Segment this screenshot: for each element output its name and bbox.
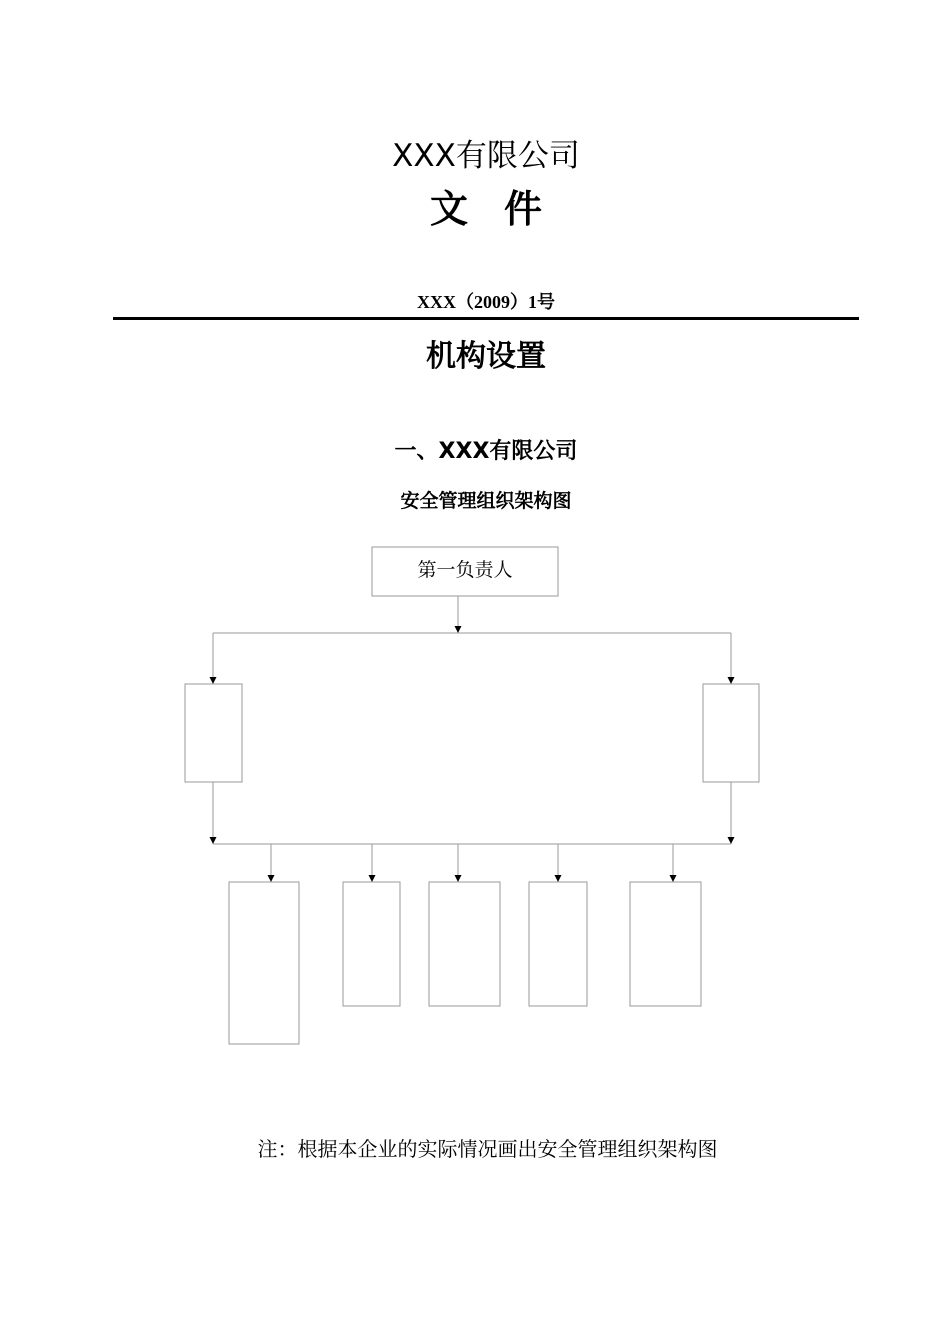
- org-box-level3: [630, 882, 701, 1006]
- org-box-level3: [529, 882, 587, 1006]
- section-title: 机构设置: [426, 339, 546, 374]
- org-box-top-label: 第一负责人: [417, 559, 513, 581]
- org-box-level2: [185, 684, 242, 782]
- document-number: XXX（2009）1号: [417, 292, 555, 312]
- company-name: XXX有限公司: [392, 138, 580, 174]
- org-chart-title: 安全管理组织架构图: [400, 490, 572, 512]
- org-box-level3: [429, 882, 500, 1006]
- org-box-level3: [229, 882, 299, 1044]
- document-type: 文件: [429, 187, 578, 231]
- org-box-level3: [343, 882, 400, 1006]
- footnote: 注：根据本企业的实际情况画出安全管理组织架构图: [257, 1137, 718, 1161]
- subsection-title: 一、XXX有限公司: [394, 439, 578, 464]
- org-box-level2: [703, 684, 759, 782]
